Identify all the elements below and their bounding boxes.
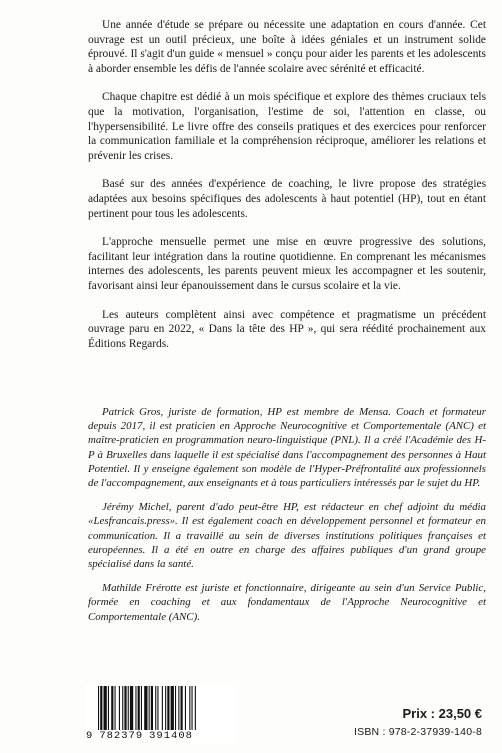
isbn-label: ISBN : 978-2-37939-140-8 (354, 726, 482, 738)
barcode-digits (86, 730, 236, 742)
barcode-bars (86, 684, 236, 732)
book-description (88, 18, 486, 365)
barcode-bar (189, 686, 190, 730)
description-paragraph: L'approche mensuelle permet une mise en œuvre progressive des solutions, facilitant leur intégration dans la routine quotidienne. En comprenant les mécanismes internes des adolescents, les parents peuvent mieux les accompagner et les soutenir, favorisant ainsi leur épanouissement dans le cursus scolaire et la vie. (88, 236, 486, 292)
description-paragraph: Une année d'étude se prépare ou nécessite une adaptation en cours d'année. Cet ouvrage est un outil précieux, une boîte à idées géniales et un instrument solide éprouvé. Il s'agit d'un guide « mensuel » conçu pour aider les parents et les adolescents à aborder ensemble les défis de l'année scolaire avec sérénité et efficacité. (88, 19, 486, 75)
barcode-bar (175, 686, 176, 730)
barcode-bar (119, 686, 120, 730)
barcode-bar (124, 686, 126, 730)
author-bio: Patrick Gros, juriste de formation, HP est membre de Mensa. Coach et formateur depuis 2017, il est praticien en Approche Neurocognitive et Comportementale (ANC) et maître-praticien en programmation neuro-linguistique (PNL). Il a créé l'Académie des H-P à Bruxelles dans laquelle il est spécialisé dans l'accompagnement des personnes à Haut Potentiel. Il y enseigne également son modèle de l'Hyper-Préfrontalité aux professionnels de l'accompagnement, aux enseignants et à tous particuliers intéressés par le sujet du HP. (88, 406, 486, 490)
barcode-bar (165, 686, 166, 730)
barcode-bar (185, 686, 186, 730)
barcode-bar (178, 686, 179, 730)
barcode-bar (122, 686, 123, 730)
barcode-bar (192, 686, 193, 730)
barcode-bar (130, 686, 133, 730)
barcode-bar (108, 686, 109, 730)
barcode-bar (115, 686, 116, 730)
author-bio: Jérémy Michel, parent d'ado peut-être HP, est rédacteur en chef adjoint du média «Lesfrancais.press». Il est également coach en développement personnel et formateur en communication. Il a travaillé au sein de diverses institutions politiques françaises et européennes. Il a été en outre en charge des affaires publiques d'un grand groupe spécialisé dans la santé. (88, 501, 486, 571)
barcode-bar (98, 686, 99, 730)
barcode-first-digit: 9 (86, 730, 94, 742)
barcode-bar (104, 686, 107, 730)
barcode-bar (157, 686, 158, 730)
barcode-right-digits: 391408 (149, 730, 193, 742)
barcode-bar (135, 686, 136, 730)
isbn-barcode (86, 684, 236, 744)
barcode-bar (195, 686, 196, 730)
description-paragraph: Chaque chapitre est dédié à un mois spécifique et explore des thèmes cruciaux tels que la motivation, l'organisation, l'estime de soi, l'attention en classe, ou l'hypersensibilité. Le livre offre des conseils pratiques et des exercices pour renforcer la communication familiale et la compréhension réciproque, améliorer les relations et prévenir les crises. (88, 91, 486, 162)
barcode-bar (100, 686, 102, 730)
barcode-bar (128, 686, 129, 730)
price-label: Prix : 23,50 € (402, 706, 482, 721)
barcode-bar (167, 686, 169, 730)
description-paragraph: Basé sur des années d'expérience de coaching, le livre propose des stratégies adaptées aux besoins spécifiques des adolescents à haut potentiel (HP), tout en étant pertinent pour tous les adolescents. (88, 178, 486, 220)
barcode-bar (149, 686, 150, 730)
barcode-bar (138, 686, 140, 730)
author-bios (88, 405, 486, 634)
barcode-bar (181, 686, 183, 730)
barcode-bar (162, 686, 163, 730)
barcode-bar (144, 686, 147, 730)
barcode-left-digits: 782379 (99, 730, 144, 742)
barcode-bar (155, 686, 156, 730)
barcode-bar (141, 686, 142, 730)
barcode-bar (151, 686, 153, 730)
description-paragraph: Les auteurs complètent ainsi avec compétence et pragmatisme un précédent ouvrage paru en 2022, « Dans la tête des HP », qui sera réédité prochainement aux Éditions Regards. (88, 308, 486, 350)
author-bio: Mathilde Frérotte est juriste et fonctionnaire, dirigeante au sein d'un Service Public, formée en coaching et aux fondamentaux de l'Approche Neurocognitive et Comportementale (ANC). (88, 582, 486, 623)
barcode-bar (171, 686, 174, 730)
barcode-bar (111, 686, 113, 730)
